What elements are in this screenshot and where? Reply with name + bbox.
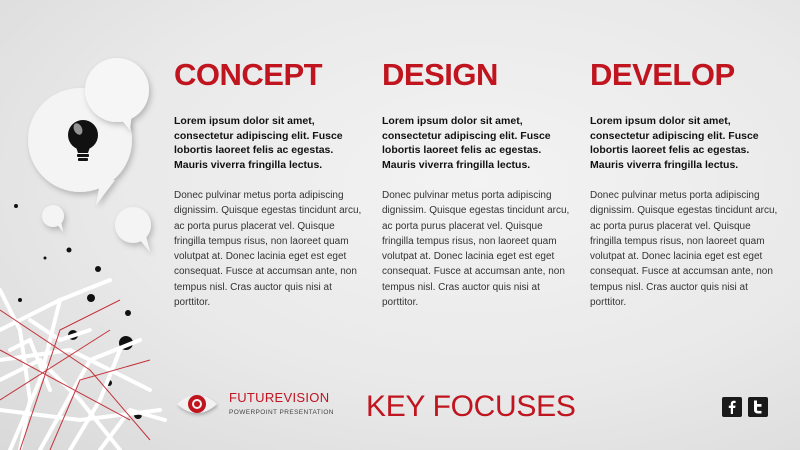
eye-icon — [175, 386, 219, 422]
facebook-icon[interactable] — [722, 397, 742, 417]
column-heading: DESIGN — [382, 57, 498, 92]
brand-subtitle: POWERPOINT PRESENTATION — [229, 409, 334, 416]
column-design — [382, 58, 570, 310]
brand-name: FUTUREVISION — [229, 390, 330, 405]
column-lead-text: Lorem ipsum dolor sit amet, consectetur adipiscing elit. Fusce lobortis laoreet felis ac egestas. Mauris viverra fringilla lectus. — [174, 115, 343, 171]
column-lead-text: Lorem ipsum dolor sit amet, consectetur adipiscing elit. Fusce lobortis laoreet felis ac egestas. Mauris viverra fringilla lectus. — [590, 115, 759, 171]
column-body-text: Donec pulvinar metus porta adipiscing dignissim. Quisque egestas tincidunt arcu, ac porta purus placerat vel. Quisque fringilla tempus risus, non laoreet quam volutpat at. Donec lacinia eget est eget consequat. Fusce at accumsan ante, non tempus nisl. Cras auctor quis nisi at porttitor. — [382, 190, 570, 309]
column-lead-text: Lorem ipsum dolor sit amet, consectetur adipiscing elit. Fusce lobortis laoreet felis ac egestas. Mauris viverra fringilla lectus. — [382, 115, 551, 171]
column-develop — [590, 58, 778, 310]
column-heading: CONCEPT — [174, 57, 323, 92]
column-heading: DEVELOP — [590, 57, 735, 92]
twitter-icon[interactable] — [748, 397, 768, 417]
brand — [229, 391, 334, 418]
column-body-text: Donec pulvinar metus porta adipiscing dignissim. Quisque egestas tincidunt arcu, ac porta purus placerat vel. Quisque fringilla tempus risus, non laoreet quam volutpat at. Donec lacinia eget est eget consequat. Fusce at accumsan ante, non tempus nisl. Cras auctor quis nisi at porttitor. — [590, 190, 778, 309]
column-concept — [174, 58, 362, 310]
speech-bubble-small — [115, 207, 151, 252]
footer-title: KEY FOCUSES — [366, 390, 576, 423]
speech-bubble-tiny — [42, 205, 64, 232]
column-body-text: Donec pulvinar metus porta adipiscing dignissim. Quisque egestas tincidunt arcu, ac porta purus placerat vel. Quisque fringilla tempus risus, non laoreet quam volutpat at. Donec lacinia eget est eget consequat. Fusce at accumsan ante, non tempus nisl. Cras auctor quis nisi at porttitor. — [174, 190, 362, 309]
